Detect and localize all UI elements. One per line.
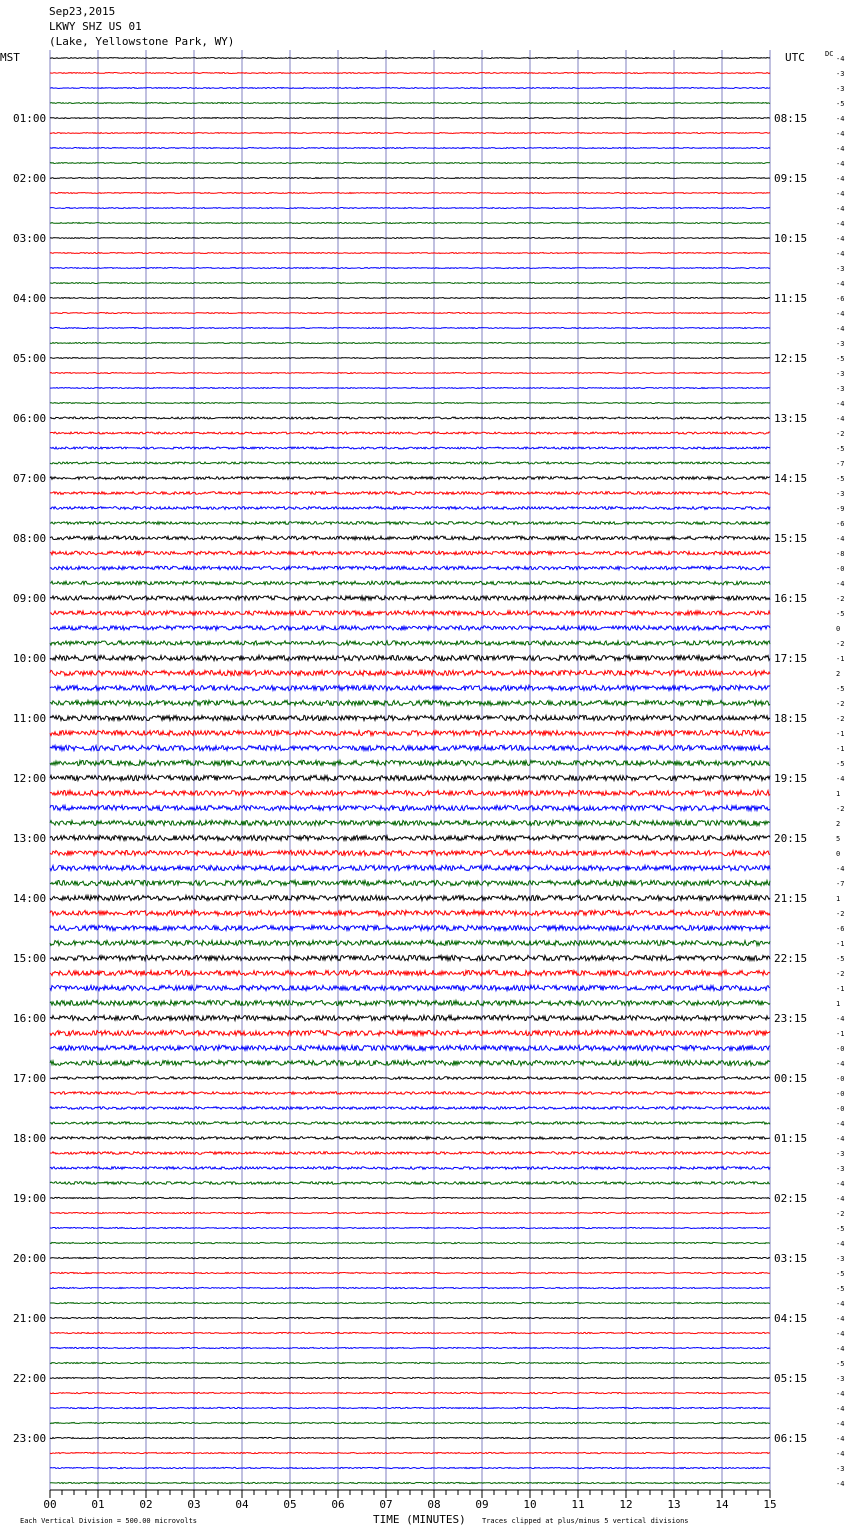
dc-offset-label: -4 xyxy=(836,1300,845,1308)
right-hour-label: 22:15 xyxy=(774,952,808,965)
trace-row xyxy=(50,1362,770,1363)
trace-row xyxy=(50,1197,770,1198)
dc-offset-label: -2 xyxy=(836,1210,845,1218)
dc-offset-label: -8 xyxy=(836,550,845,558)
dc-offset-label: 0 xyxy=(836,850,841,858)
trace-row xyxy=(50,507,770,510)
trace-row xyxy=(50,133,770,134)
dc-offset-label: -6 xyxy=(836,925,845,933)
trace-row xyxy=(50,1152,770,1155)
trace-row xyxy=(50,685,770,690)
trace-row xyxy=(50,730,770,735)
trace-row xyxy=(50,760,770,765)
dc-offset-label: -5 xyxy=(836,685,845,693)
dc-offset-label: -4 xyxy=(836,1450,845,1458)
right-hour-label: 19:15 xyxy=(774,772,808,785)
dc-offset-label: -3 xyxy=(836,490,845,498)
dc-offset-label: 1 xyxy=(836,1000,841,1008)
dc-offset-label: -0 xyxy=(836,565,845,573)
right-hour-label: 14:15 xyxy=(774,472,808,485)
trace-row xyxy=(50,670,770,675)
dc-offset-label: -6 xyxy=(836,520,845,528)
dc-offset-label: -4 xyxy=(836,1015,845,1023)
dc-offset-label: 2 xyxy=(836,820,841,828)
trace-row xyxy=(50,343,770,344)
trace-row xyxy=(50,1392,770,1393)
dc-offset-label: -4 xyxy=(836,325,845,333)
dc-offset-label: -5 xyxy=(836,1360,845,1368)
scale-note: Each Vertical Division = 500.00 microvolts xyxy=(20,1517,198,1525)
left-hour-label: 11:00 xyxy=(13,712,47,725)
trace-row xyxy=(50,596,770,600)
dc-offset-label: -3 xyxy=(836,1465,845,1473)
trace-row xyxy=(50,1332,770,1333)
trace-row xyxy=(50,58,770,59)
left-hour-label: 02:00 xyxy=(13,172,47,185)
dc-offset-label: -4 xyxy=(836,865,845,873)
dc-offset-label: -1 xyxy=(836,730,845,738)
dc-offset-label: -4 xyxy=(836,175,845,183)
trace-row xyxy=(50,1242,770,1243)
trace-row xyxy=(50,1452,770,1453)
dc-offset-label: -4 xyxy=(836,1480,845,1488)
dc-offset-label: -7 xyxy=(836,880,845,888)
trace-row xyxy=(50,1302,770,1303)
dc-offset-label: -5 xyxy=(836,955,845,963)
trace-row xyxy=(50,462,770,464)
trace-row xyxy=(50,850,770,855)
dc-offset-label: -3 xyxy=(836,1375,845,1383)
trace-row xyxy=(50,328,770,329)
trace-row xyxy=(50,1437,770,1438)
trace-row xyxy=(50,1257,770,1258)
trace-row xyxy=(50,492,770,495)
trace-row xyxy=(50,626,770,630)
dc-offset-label: -5 xyxy=(836,445,845,453)
trace-row xyxy=(50,1092,770,1095)
x-tick-label: 02 xyxy=(139,1498,153,1511)
trace-row xyxy=(50,1377,770,1378)
trace-row xyxy=(50,1030,770,1035)
dc-offset-label: -3 xyxy=(836,1150,845,1158)
dc-label: DC xyxy=(825,50,834,58)
dc-offset-label: -4 xyxy=(836,1180,845,1188)
trace-row xyxy=(50,895,770,900)
x-tick-label: 07 xyxy=(379,1498,393,1511)
dc-offset-label: 1 xyxy=(836,895,841,903)
dc-offset-label: -0 xyxy=(836,1090,845,1098)
dc-offset-label: -4 xyxy=(836,130,845,138)
left-hour-label: 05:00 xyxy=(13,352,47,365)
trace-row xyxy=(50,1122,770,1125)
right-hour-label: 18:15 xyxy=(774,712,808,725)
right-hour-label: 04:15 xyxy=(774,1312,808,1325)
dc-offset-label: -5 xyxy=(836,100,845,108)
trace-row xyxy=(50,1045,770,1050)
right-hour-label: 20:15 xyxy=(774,832,808,845)
dc-offset-label: -5 xyxy=(836,475,845,483)
left-hour-label: 04:00 xyxy=(13,292,47,305)
left-hour-label: 20:00 xyxy=(13,1252,47,1265)
trace-row xyxy=(50,1167,770,1170)
trace-row xyxy=(50,373,770,374)
trace-row xyxy=(50,1015,770,1020)
dc-offset-label: -4 xyxy=(836,1390,845,1398)
trace-row xyxy=(50,566,770,570)
trace-row xyxy=(50,522,770,525)
left-hour-label: 07:00 xyxy=(13,472,47,485)
dc-offset-label: 5 xyxy=(836,835,841,843)
trace-row xyxy=(50,940,770,945)
trace-row xyxy=(50,1227,770,1228)
trace-row xyxy=(50,880,770,885)
dc-offset-label: 0 xyxy=(836,625,841,633)
trace-row xyxy=(50,1000,770,1005)
dc-offset-label: -4 xyxy=(836,280,845,288)
left-hour-label: 12:00 xyxy=(13,772,47,785)
dc-offset-label: -5 xyxy=(836,355,845,363)
trace-row xyxy=(50,581,770,585)
trace-row xyxy=(50,1107,770,1110)
trace-row xyxy=(50,1482,770,1483)
dc-offset-label: -3 xyxy=(836,70,845,78)
trace-row xyxy=(50,611,770,615)
trace-row xyxy=(50,223,770,224)
dc-offset-label: -1 xyxy=(836,985,845,993)
trace-row xyxy=(50,865,770,870)
dc-offset-label: -0 xyxy=(836,1045,845,1053)
dc-offset-label: -4 xyxy=(836,1135,845,1143)
x-tick-label: 12 xyxy=(619,1498,633,1511)
trace-row xyxy=(50,1182,770,1185)
dc-offset-label: -4 xyxy=(836,205,845,213)
x-tick-label: 14 xyxy=(715,1498,729,1511)
right-hour-label: 09:15 xyxy=(774,172,808,185)
right-hour-label: 01:15 xyxy=(774,1132,808,1145)
trace-row xyxy=(50,641,770,645)
dc-offset-label: -4 xyxy=(836,250,845,258)
dc-offset-label: -4 xyxy=(836,1405,845,1413)
left-hour-label: 13:00 xyxy=(13,832,47,845)
right-hour-label: 00:15 xyxy=(774,1072,808,1085)
label-layer xyxy=(0,50,844,1526)
trace-row xyxy=(50,388,770,389)
right-hour-label: 08:15 xyxy=(774,112,808,125)
dc-offset-label: -4 xyxy=(836,1330,845,1338)
dc-offset-label: -6 xyxy=(836,295,845,303)
trace-row xyxy=(50,1287,770,1288)
trace-row xyxy=(50,1422,770,1423)
dc-offset-label: -4 xyxy=(836,1435,845,1443)
dc-offset-label: -2 xyxy=(836,970,845,978)
dc-offset-label: -4 xyxy=(836,1345,845,1353)
trace-row xyxy=(50,835,770,840)
dc-offset-label: -4 xyxy=(836,535,845,543)
dc-offset-label: -3 xyxy=(836,265,845,273)
trace-row xyxy=(50,775,770,780)
trace-row xyxy=(50,955,770,960)
trace-row xyxy=(50,432,770,434)
trace-row xyxy=(50,820,770,825)
left-hour-label: 18:00 xyxy=(13,1132,47,1145)
right-hour-label: 03:15 xyxy=(774,1252,808,1265)
trace-row xyxy=(50,1212,770,1213)
dc-offset-label: 2 xyxy=(836,670,841,678)
trace-row xyxy=(50,208,770,209)
x-tick-label: 13 xyxy=(667,1498,681,1511)
trace-row xyxy=(50,313,770,314)
left-hour-label: 19:00 xyxy=(13,1192,47,1205)
x-tick-label: 00 xyxy=(43,1498,57,1511)
dc-offset-label: -4 xyxy=(836,115,845,123)
trace-row xyxy=(50,970,770,975)
left-hour-label: 03:00 xyxy=(13,232,47,245)
x-axis xyxy=(43,1490,776,1511)
trace-row xyxy=(50,88,770,89)
right-hour-label: 21:15 xyxy=(774,892,808,905)
left-hour-label: 22:00 xyxy=(13,1372,47,1385)
trace-row xyxy=(50,1407,770,1408)
dc-offset-label: -5 xyxy=(836,610,845,618)
dc-offset-label: -4 xyxy=(836,1315,845,1323)
left-hour-label: 14:00 xyxy=(13,892,47,905)
x-tick-label: 04 xyxy=(235,1498,249,1511)
dc-offset-label: -3 xyxy=(836,385,845,393)
dc-offset-label: -4 xyxy=(836,415,845,423)
trace-layer xyxy=(50,58,770,1484)
right-hour-label: 13:15 xyxy=(774,412,808,425)
right-hour-label: 15:15 xyxy=(774,532,808,545)
right-zone-label: UTC xyxy=(785,51,805,64)
x-axis-title: TIME (MINUTES) xyxy=(373,1513,466,1526)
location-label: (Lake, Yellowstone Park, WY) xyxy=(49,35,235,48)
trace-row xyxy=(50,118,770,119)
dc-offset-label: -4 xyxy=(836,1240,845,1248)
trace-row xyxy=(50,73,770,74)
trace-row xyxy=(50,910,770,915)
x-tick-label: 03 xyxy=(187,1498,201,1511)
dc-offset-label: -4 xyxy=(836,1195,845,1203)
trace-row xyxy=(50,417,770,419)
trace-row xyxy=(50,1347,770,1348)
dc-offset-label: -4 xyxy=(836,235,845,243)
dc-offset-label: -7 xyxy=(836,460,845,468)
dc-offset-label: -2 xyxy=(836,715,845,723)
left-hour-label: 08:00 xyxy=(13,532,47,545)
trace-row xyxy=(50,1272,770,1273)
trace-row xyxy=(50,1077,770,1080)
station-label: LKWY SHZ US 01 xyxy=(49,20,142,33)
left-hour-label: 21:00 xyxy=(13,1312,47,1325)
trace-row xyxy=(50,193,770,194)
left-hour-label: 23:00 xyxy=(13,1432,47,1445)
trace-row xyxy=(50,1317,770,1318)
x-tick-label: 06 xyxy=(331,1498,345,1511)
trace-row xyxy=(50,551,770,555)
trace-row xyxy=(50,745,770,750)
trace-row xyxy=(50,1467,770,1468)
trace-row xyxy=(50,655,770,660)
clip-note: Traces clipped at plus/minus 5 vertical divisions xyxy=(482,1517,689,1525)
dc-offset-label: -1 xyxy=(836,745,845,753)
dc-offset-label: -9 xyxy=(836,505,845,513)
dc-offset-label: -4 xyxy=(836,580,845,588)
dc-offset-label: -0 xyxy=(836,1075,845,1083)
trace-row xyxy=(50,1137,770,1140)
right-hour-label: 10:15 xyxy=(774,232,808,245)
dc-offset-label: -1 xyxy=(836,1030,845,1038)
dc-offset-label: -0 xyxy=(836,1105,845,1113)
trace-row xyxy=(50,805,770,810)
trace-row xyxy=(50,358,770,359)
dc-offset-label: -4 xyxy=(836,1120,845,1128)
left-zone-label: MST xyxy=(0,51,20,64)
trace-row xyxy=(50,283,770,284)
dc-offset-label: -4 xyxy=(836,160,845,168)
x-tick-label: 11 xyxy=(571,1498,585,1511)
dc-offset-label: -4 xyxy=(836,190,845,198)
x-tick-label: 01 xyxy=(91,1498,105,1511)
dc-offset-label: -4 xyxy=(836,145,845,153)
right-hour-label: 12:15 xyxy=(774,352,808,365)
left-hour-label: 09:00 xyxy=(13,592,47,605)
trace-row xyxy=(50,447,770,449)
x-tick-label: 08 xyxy=(427,1498,441,1511)
trace-row xyxy=(50,925,770,930)
dc-offset-label: -4 xyxy=(836,775,845,783)
dc-offset-label: -3 xyxy=(836,85,845,93)
x-tick-label: 15 xyxy=(763,1498,777,1511)
dc-offset-label: -4 xyxy=(836,55,845,63)
left-hour-label: 10:00 xyxy=(13,652,47,665)
date-label: Sep23,2015 xyxy=(49,5,116,18)
trace-row xyxy=(50,790,770,795)
dc-offset-label: -5 xyxy=(836,760,845,768)
dc-offset-label: -4 xyxy=(836,1420,845,1428)
right-hour-label: 05:15 xyxy=(774,1372,808,1385)
x-tick-label: 05 xyxy=(283,1498,297,1511)
trace-row xyxy=(50,148,770,149)
trace-row xyxy=(50,985,770,990)
left-hour-label: 16:00 xyxy=(13,1012,47,1025)
dc-offset-label: -4 xyxy=(836,1060,845,1068)
trace-row xyxy=(50,536,770,540)
dc-offset-label: -4 xyxy=(836,400,845,408)
trace-row xyxy=(50,403,770,404)
right-hour-label: 02:15 xyxy=(774,1192,808,1205)
right-hour-label: 16:15 xyxy=(774,592,808,605)
trace-row xyxy=(50,700,770,705)
left-hour-label: 06:00 xyxy=(13,412,47,425)
dc-offset-label: 1 xyxy=(836,790,841,798)
dc-offset-label: -5 xyxy=(836,1225,845,1233)
dc-offset-label: -3 xyxy=(836,340,845,348)
trace-row xyxy=(50,1060,770,1065)
dc-offset-label: -3 xyxy=(836,1165,845,1173)
dc-offset-label: -2 xyxy=(836,595,845,603)
right-hour-label: 11:15 xyxy=(774,292,808,305)
x-tick-label: 10 xyxy=(523,1498,537,1511)
left-hour-label: 01:00 xyxy=(13,112,47,125)
dc-offset-label: -1 xyxy=(836,655,845,663)
trace-row xyxy=(50,715,770,720)
dc-offset-label: -2 xyxy=(836,640,845,648)
dc-offset-label: -2 xyxy=(836,430,845,438)
trace-row xyxy=(50,178,770,179)
trace-row xyxy=(50,163,770,164)
trace-row xyxy=(50,253,770,254)
dc-offset-label: -2 xyxy=(836,700,845,708)
left-hour-label: 17:00 xyxy=(13,1072,47,1085)
dc-offset-label: -5 xyxy=(836,1285,845,1293)
right-hour-label: 17:15 xyxy=(774,652,808,665)
dc-offset-label: -2 xyxy=(836,910,845,918)
dc-offset-label: -3 xyxy=(836,370,845,378)
left-hour-label: 15:00 xyxy=(13,952,47,965)
right-hour-label: 23:15 xyxy=(774,1012,808,1025)
trace-row xyxy=(50,477,770,480)
dc-offset-label: -4 xyxy=(836,310,845,318)
dc-offset-label: -1 xyxy=(836,940,845,948)
dc-offset-label: -3 xyxy=(836,1255,845,1263)
x-tick-label: 09 xyxy=(475,1498,489,1511)
trace-row xyxy=(50,103,770,104)
trace-row xyxy=(50,268,770,269)
dc-offset-label: -4 xyxy=(836,220,845,228)
dc-offset-label: -2 xyxy=(836,805,845,813)
trace-row xyxy=(50,298,770,299)
dc-offset-label: -5 xyxy=(836,1270,845,1278)
grid-layer xyxy=(50,50,770,1491)
right-hour-label: 06:15 xyxy=(774,1432,808,1445)
trace-row xyxy=(50,238,770,239)
